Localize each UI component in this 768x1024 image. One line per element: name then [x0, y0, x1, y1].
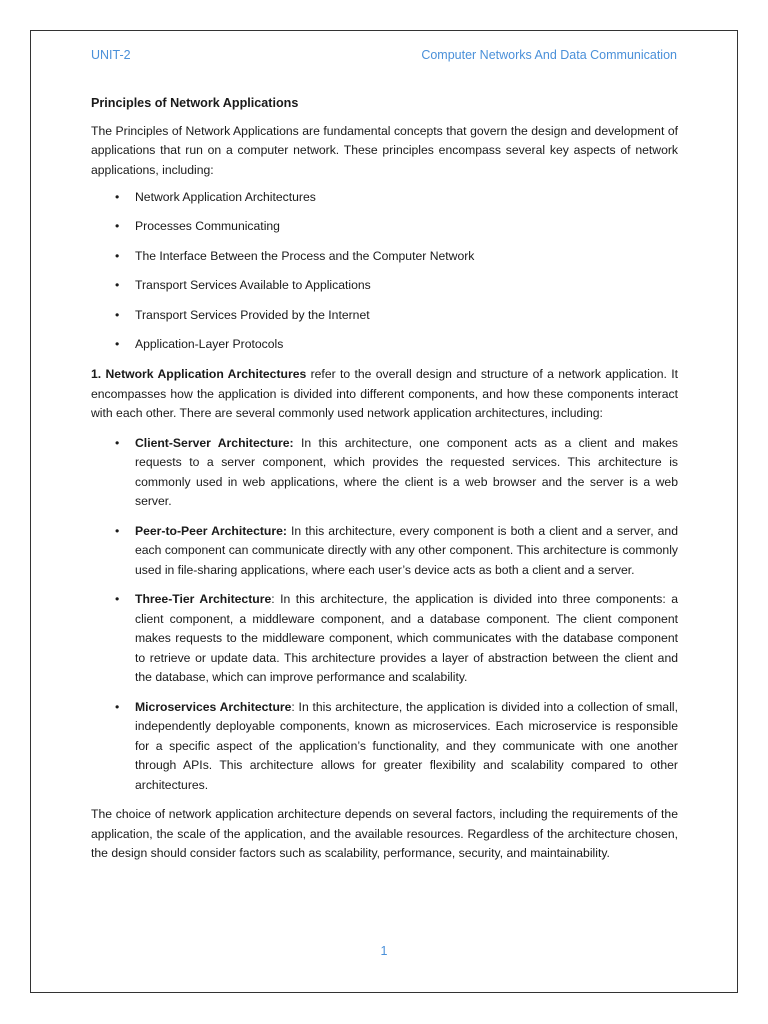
- architecture-item-microservices: [91, 698, 678, 796]
- architecture-name: Peer-to-Peer Architecture:: [135, 523, 287, 538]
- list-item: • Processes Communicating: [91, 217, 678, 246]
- page-number: 1: [380, 944, 388, 958]
- architectures-lead: 1. Network Application Architectures: [91, 367, 307, 382]
- architecture-item-client-server: [91, 434, 678, 512]
- architecture-name: Three-Tier Architecture: [135, 592, 272, 607]
- list-item: • Network Application Architectures: [91, 188, 678, 217]
- architecture-description: In this architecture, one component acts as a client and makes requests to a server component, which provides the requested services. This architecture is commonly used in web applications, where the client is a web browser and the server is a web server.: [135, 435, 678, 509]
- architecture-name: Client-Server Architecture:: [135, 435, 294, 450]
- architecture-item-peer-to-peer: [91, 522, 678, 581]
- header-unit: UNIT-2: [91, 48, 131, 62]
- list-item: • The Interface Between the Process and the Computer Network: [91, 247, 678, 276]
- list-item: • Transport Services Available to Applications: [91, 276, 678, 305]
- header-course-title: Computer Networks And Data Communication: [421, 48, 677, 62]
- list-item: • Application-Layer Protocols: [91, 335, 678, 364]
- list-item: • Transport Services Provided by the Internet: [91, 306, 678, 335]
- document-body: [91, 94, 678, 864]
- architecture-description: In this architecture, every component is both a client and a server, and each component can communicate directly with any other component. This architecture is commonly used in file-sharing applications, where each user’s device acts as both a client and a server.: [135, 523, 678, 577]
- architectures-list: [91, 434, 678, 796]
- architectures-paragraph: [91, 365, 678, 424]
- architectures-text: refer to the overall design and structure of a network application. It encompasses how the application is divided into different components, and how these components interact with each other. There are several commonly used network application architectures, including:: [91, 367, 678, 421]
- architecture-description: : In this architecture, the application is divided into three components: a client component, a middleware component, and a database component. The client component makes requests to the middleware component, which communicates with the database component to retrieve or update data. This architecture provides a layer of abstraction between the client and the database, which can improve performance and scalability.: [135, 592, 679, 685]
- topics-list: [91, 188, 678, 364]
- architecture-name: Microservices Architecture: [135, 699, 292, 714]
- architecture-item-three-tier: [91, 590, 678, 688]
- conclusion-paragraph: The choice of network application architecture depends on several factors, including the requirements of the application, the scale of the application, and the available resources. Regardless of the architecture chosen, the design should consider factors such as scalability, performance, security, and maintainability.: [91, 807, 678, 861]
- architecture-description: : In this architecture, the application is divided into a collection of small, independently deployable components, known as microservices. Each microservice is responsible for a specific aspect of the application’s functionality, and they communicate with one another through APIs. This architecture allows for greater flexibility and scalability compared to other architectures.: [135, 699, 678, 792]
- intro-paragraph: The Principles of Network Applications are fundamental concepts that govern the design and development of applications that run on a computer network. These principles encompass several key aspects of network applications, including:: [91, 123, 678, 177]
- section-title: Principles of Network Applications: [91, 96, 299, 110]
